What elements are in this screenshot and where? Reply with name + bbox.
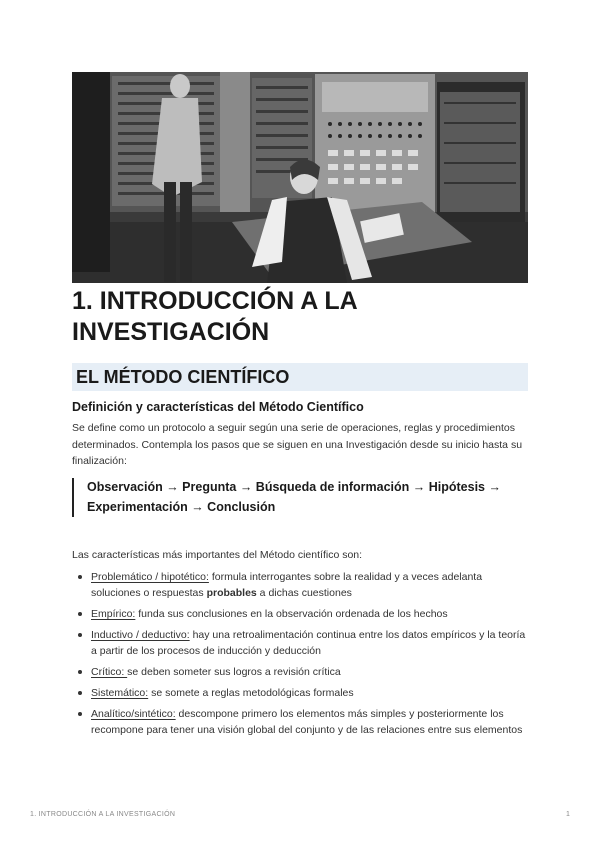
list-item-term: Sistemático: <box>91 687 149 699</box>
section-heading: EL MÉTODO CIENTÍFICO <box>72 363 528 391</box>
list-item-text-end: a dichas cuestiones <box>256 587 352 599</box>
page-title: 1. INTRODUCCIÓN A LA INVESTIGACIÓN <box>72 287 357 346</box>
list-item-text: hay una retroalimentación continua entre los datos empíricos y la teoría a partir de los procesos de inducción y deducción <box>91 629 526 657</box>
vintage-computer-photo <box>72 72 528 283</box>
bullet-icon <box>78 612 82 616</box>
characteristics-intro: Las características más importantes del Método científico son: <box>72 549 363 561</box>
bullet-icon <box>78 633 82 637</box>
list-item-text: se deben someter sus logros a revisión crítica <box>127 666 341 678</box>
list-item-term: Problemático / hipotético: <box>91 571 209 583</box>
list-item-text: se somete a reglas metodológicas formales <box>148 687 354 699</box>
list-item-term: Crítico: <box>91 666 128 678</box>
characteristics-list <box>72 569 528 743</box>
bullet-icon <box>78 712 82 716</box>
list-item-text: funda sus conclusiones en la observación ordenada de los hechos <box>135 608 448 620</box>
bullet-icon <box>78 691 82 695</box>
list-item <box>72 685 528 701</box>
list-item-term: Inductivo / deductivo: <box>91 629 190 641</box>
list-item-bold: probables <box>206 587 257 599</box>
list-item <box>72 627 528 659</box>
steps-blockquote: Observación → Pregunta → Búsqueda de información → Hipótesis → Experimentación → Conclusión <box>72 478 527 517</box>
list-item-text: descompone primero los elementos más simples y posteriormente los recompone para tener una visión global del conjunto y de las relaciones entre sus elementos <box>91 708 523 736</box>
list-item-term: Empírico: <box>91 608 136 620</box>
subsection-heading: Definición y características del Método Científico <box>72 400 364 414</box>
definition-paragraph: Se define como un protocolo a seguir según una serie de operaciones, reglas y procedimientos determinados. Contempla los pasos que se siguen en una Investigación desde su inicio hasta su finalización: <box>72 422 523 467</box>
bullet-icon <box>78 670 82 674</box>
list-item-term: Analítico/sintético: <box>91 708 176 720</box>
list-item <box>72 664 528 680</box>
list-item <box>72 569 528 601</box>
list-item-text: formula interrogantes sobre la realidad y a veces adelanta soluciones o respuestas <box>91 571 483 599</box>
footer-title: 1. INTRODUCCIÓN A LA INVESTIGACIÓN <box>30 811 176 818</box>
hero-photo <box>72 72 528 283</box>
list-item <box>72 606 528 622</box>
bullet-icon <box>78 575 82 579</box>
page-number: 1 <box>566 811 570 818</box>
list-item <box>72 706 528 738</box>
